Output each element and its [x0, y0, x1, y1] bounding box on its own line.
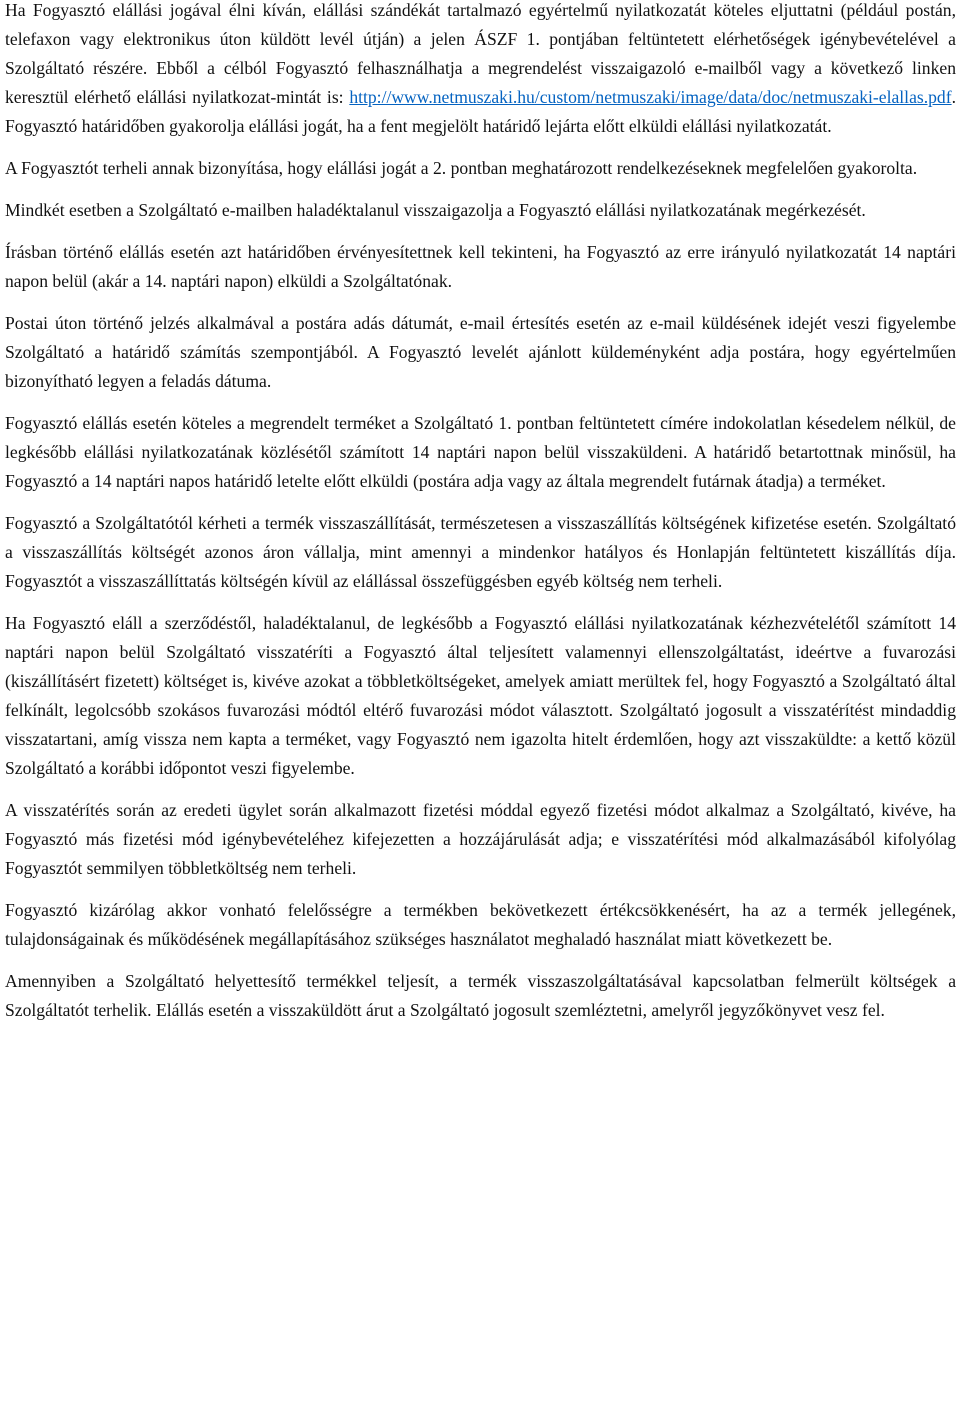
paragraph-text: . Fogyasztó határidőben gyakorolja elállási jogát, ha a fent megjelölt határidő lejárta előtt elküldi elállási nyilatkozatát.	[5, 86, 956, 136]
paragraph-withdrawal-declaration	[5, 0, 956, 141]
paragraph-email-confirmation: Mindkét esetben a Szolgáltató e-mailben haladéktalanul visszaigazolja a Fogyasztó elállási nyilatkozatának megérkezését.	[5, 200, 866, 221]
withdrawal-form-link[interactable]: http://www.netmuszaki.hu/custom/netmuszaki/image/data/doc/netmuszaki-elallas.pdf	[349, 86, 952, 107]
paragraph-postal-notice: Postai úton történő jelzés alkalmával a postára adás dátumát, e-mail értesítés esetén az e-mail küldésének idejét veszi figyelembe Szolgáltató a határidő számítás szempontjából. A Fogyasztó levelét ajánlott küldeményként adja postára, hogy egyértelműen bizonyítható legyen a feladás dátuma.	[5, 313, 956, 392]
paragraph-return-shipping: Fogyasztó a Szolgáltatótól kérheti a termék visszaszállítását, természetesen a visszaszállítás költségének kifizetése esetén. Szolgáltató a visszaszállítás költségét azonos áron vállalja, mint amennyi a mindenkor hatályos és Honlapján feltüntetett kiszállítás díja. Fogyasztót a visszaszállíttatás költségén kívül az elállással összefüggésben egyéb költség nem terheli.	[5, 513, 956, 592]
paragraph-depreciation-liability: Fogyasztó kizárólag akkor vonható felelősségre a termékben bekövetkezett értékcsökkenésért, ha az a termék jellegének, tulajdonságainak és működésének megállapításához szükséges használatot meghaladó használat miatt következett be.	[5, 900, 956, 950]
paragraph-product-return: Fogyasztó elállás esetén köteles a megrendelt terméket a Szolgáltató 1. pontban feltüntetett címére indokolatlan késedelem nélkül, de legkésőbb elállási nyilatkozatának közlésétől számított 14 naptári napon belül visszaküldeni. A határidő betartottnak minősül, ha Fogyasztó a 14 naptári napos határidő letelte előtt elküldi (postára adja vagy az általa megrendelt futárnak átadja) a terméket.	[5, 413, 956, 492]
paragraph-written-withdrawal: Írásban történő elállás esetén azt határidőben érvényesítettnek kell tekinteni, ha Fogyasztó az erre irányuló nyilatkozatát 14 naptári napon belül (akár a 14. naptári napon) elküldi a Szolgáltatónak.	[5, 242, 956, 292]
paragraph-refund-method: A visszatérítés során az eredeti ügylet során alkalmazott fizetési móddal egyező fizetési módot alkalmaz a Szolgáltató, kivéve, ha Fogyasztó más fizetési mód igénybevételéhez kifejezetten a hozzájárulását adja; e visszatérítési mód alkalmazásából kifolyólag Fogyasztót semmilyen többletköltség nem terheli.	[5, 800, 956, 878]
paragraph-burden-of-proof: A Fogyasztót terheli annak bizonyítása, hogy elállási jogát a 2. pontban meghatározott rendelkezéseknek megfelelően gyakorolta.	[5, 157, 918, 178]
paragraph-text: Ha Fogyasztó elállási jogával élni kíván, elállási szándékát tartalmazó egyértelmű nyilatkozatát köteles eljuttatni (például postán, telefaxon vagy elektronikus úton küldött levél útján) a jelen ÁSZF 1. pontjában feltüntetett elérhetőségek igénybevételével a Szolgáltató részére. Ebből a célból Fogyasztó felhasználhatja a megrendelést visszaigazoló e-mailből vagy a következő linken keresztül elérhető elállási nyilatkozat-mintát is:	[5, 0, 956, 107]
paragraph-substitute-product: Amennyiben a Szolgáltató helyettesítő termékkel teljesít, a termék visszaszolgáltatásával kapcsolatban felmerült költségek a Szolgáltatót terhelik. Elállás esetén a visszaküldött árut a Szolgáltató jogosult szemléztetni, amelyről jegyzőkönyvet vesz fel.	[5, 971, 956, 1021]
paragraph-refund: Ha Fogyasztó eláll a szerződéstől, haladéktalanul, de legkésőbb a Fogyasztó elállási nyilatkozatának kézhezvételétől számított 14 naptári napon belül Szolgáltató visszatéríti a Fogyasztó által teljesített valamennyi ellenszolgáltatást, ideértve a fuvarozási (kiszállításért fizetett) költséget is, kivéve azokat a többletköltségeket, amelyek amiatt merültek fel, hogy Fogyasztó a Szolgáltató által felkínált, legolcsóbb szokásos fuvarozási módtól eltérő fuvarozási módot választott. Szolgáltató jogosult a visszatérítést mindaddig visszatartani, amíg vissza nem kapta a terméket, vagy Fogyasztó nem igazolta hitelt érdemlően, hogy azt visszaküldte: a kettő közül Szolgáltató a korábbi időpontot veszi figyelembe.	[5, 613, 956, 778]
